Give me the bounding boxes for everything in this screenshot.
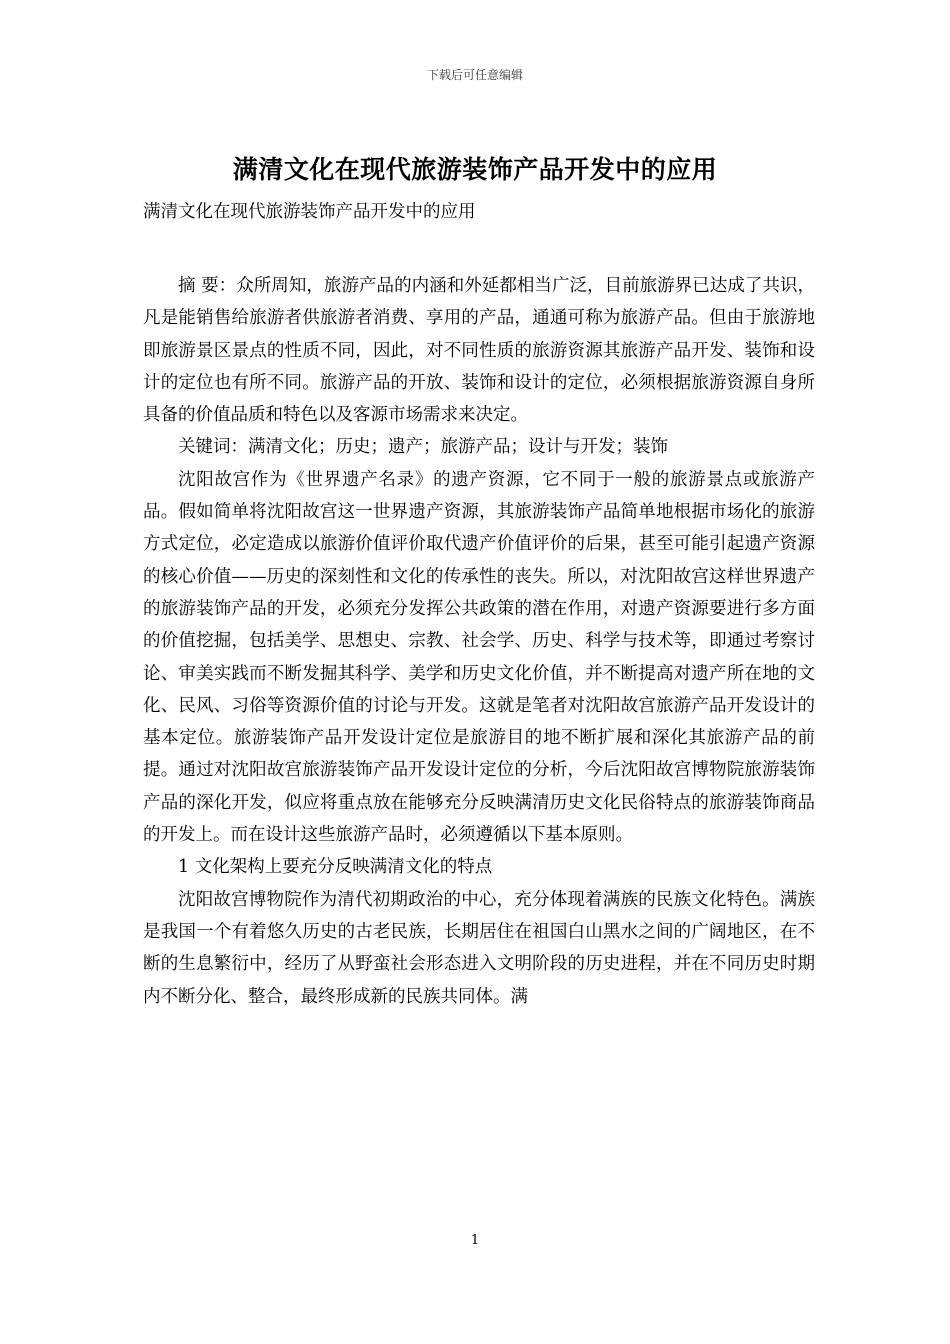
section-heading: 1 文化架构上要充分反映满清文化的特点 [178, 857, 493, 878]
keywords-paragraph: 关键词：满清文化；历史；遗产；旅游产品；设计与开发；装饰 [178, 437, 668, 458]
document-title: 满清文化在现代旅游装饰产品开发中的应用 [232, 155, 718, 184]
body-paragraph: 沈阳故宫博物院作为清代初期政治的中心，充分体现着满族的民族文化特色。满族是我国一个有着悠久历史的古老民族，长期居住在祖国白山黑水之间的广阔地区，在不断的生息繁衍中，经历了从野蛮社会形态进入文明阶段的历史进程，并在不同历史时期内不断分化、整合，最终形成新的民族共同体。满 [143, 889, 815, 1007]
document-subtitle: 满清文化在现代旅游装饰产品开发中的应用 [143, 202, 476, 222]
page-number: 1 [470, 1233, 480, 1248]
document-body [143, 270, 815, 1013]
body-paragraph: 沈阳故宫作为《世界遗产名录》的遗产资源，它不同于一般的旅游景点或旅游产品。假如简单将沈阳故宫这一世界遗产资源，其旅游装饰产品简单地根据市场化的旅游方式定位，必定造成以旅游价值评价取代遗产价值评价的后果，甚至可能引起遗产资源的核心价值——历史的深刻性和文化的传承性的丧失。所以，对沈阳故宫这样世界遗产的旅游装饰产品的开发，必须充分发挥公共政策的潜在作用，对遗产资源要进行多方面的价值挖掘，包括美学、思想史、宗教、社会学、历史、科学与技术等，即通过考察讨论、审美实践而不断发掘其科学、美学和历史文化价值，并不断提高对遗产所在地的文化、民风、习俗等资源价值的讨论与开发。这就是笔者对沈阳故宫旅游产品开发设计的基本定位。旅游装饰产品开发设计定位是旅游目的地不断扩展和深化其旅游产品的前提。通过对沈阳故宫旅游装饰产品开发设计定位的分析，今后沈阳故宫博物院旅游装饰产品的深化开发，似应将重点放在能够充分反映满清历史文化民俗特点的旅游装饰商品的开发上。而在设计这些旅游产品时，必须遵循以下基本原则。 [143, 469, 815, 846]
header-note: 下载后可任意编辑 [426, 68, 523, 82]
abstract-paragraph: 摘 要：众所周知，旅游产品的内涵和外延都相当广泛，目前旅游界已达成了共识，凡是能销售给旅游者供旅游者消费、享用的产品，通通可称为旅游产品。但由于旅游地即旅游景区景点的性质不同，因此，对不同性质的旅游资源其旅游产品开发、装饰和设计的定位也有所不同。旅游产品的开放、装饰和设计的定位，必须根据旅游资源自身所具备的价值品质和特色以及客源市场需求来决定。 [143, 276, 815, 426]
